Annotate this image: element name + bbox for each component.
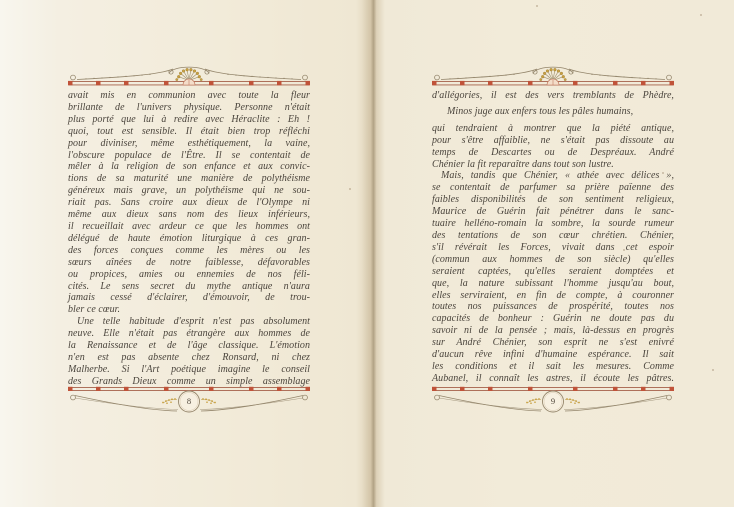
text-line: bler ce cœur.: [68, 304, 121, 316]
book-gutter: [362, 0, 384, 507]
text-line: toutes nos puissances de prospérité, toutes nos: [432, 301, 674, 313]
text-line: des tentations de son cœur chrétien. Chénier,: [432, 229, 674, 241]
verse-quote: [432, 106, 674, 118]
text-line: Minos juge aux enfers tous les pâles humains,: [447, 106, 634, 118]
page-right: [432, 64, 674, 420]
text-line: tuaire helléno-romain la sombre, la sourde rumeur: [432, 218, 674, 230]
text-line: Maurice de Guérin fait pénétrer dans le sanc-: [432, 206, 674, 218]
text-line: il recueillait avec ardeur ce que les hommes ont: [68, 220, 310, 232]
text-line: délégué de haute émotion liturgique à ces gran-: [68, 232, 310, 244]
text-line: Chénier la fit reparaître dans tout son lustre.: [432, 158, 614, 170]
text-line: que, la nature subissant l'homme jusqu'au bout,: [432, 277, 674, 289]
text-line: des forces conçues comme les mères ou les: [68, 244, 310, 256]
text-line: n'en est pas absente chez Ronsard, ni chez: [68, 351, 310, 363]
text-line: cités. Le sens secret du mythe antique n'aura: [68, 280, 310, 292]
text-line: Malherbe. Si l'Art poétique imagine le conseil: [68, 363, 310, 375]
text-line: pour diviniser, même esthétiquement, la vaine,: [68, 137, 310, 149]
text-line: savoir ni de la pensée ; mais, là-dessus en progrès: [432, 325, 674, 337]
paper-speck: [349, 188, 351, 190]
paragraph: [432, 123, 674, 171]
text-line: ou propices, amies ou ennemies de nos féli-: [68, 268, 310, 280]
page-right-tailpiece: [432, 386, 674, 416]
paper-speck: [700, 14, 702, 16]
page-left-tailpiece: [68, 386, 310, 416]
page-left-text: [68, 90, 310, 388]
page-number-right: 9: [550, 396, 556, 406]
page-number-left: 8: [186, 396, 192, 406]
text-line: (commun aux hommes de son siècle) qu'elles: [432, 253, 674, 265]
text-line: même aux dieux sans nom des lieux inférieurs,: [68, 209, 310, 221]
text-line: Une telle habitude d'esprit n'est pas absolument: [77, 316, 310, 328]
text-line: sur André Chénier, son esprit ne s'est enivré: [432, 337, 674, 349]
text-line: avait mis en communion avec toute la fleur: [68, 90, 310, 101]
text-line: jamais cessé d'éclairer, d'émouvoir, de trou-: [68, 292, 310, 304]
text-line: plus porté que lui à redire avec Héraclite : Eh !: [68, 113, 310, 125]
head-piece-ornament-icon: [68, 64, 310, 86]
text-line: riait pas. Sans croire aux dieux de l'Olympe ni: [68, 197, 310, 209]
text-line: temps de Descartes ou de Despréaux. André: [432, 146, 674, 158]
text-line: quoi, tout est sensible. Il était bien trop réfléchi: [68, 125, 310, 137]
paper-speck: [712, 369, 714, 371]
paragraph: [432, 90, 674, 102]
text-line: Aubanel, il connaît les astres, il écoute les pâtres.: [432, 372, 674, 384]
text-line: des Grands Dieux comme un simple assemblage: [68, 375, 310, 387]
page-left: [68, 64, 310, 420]
text-line: mêler à la religion de son enfance et aux convic-: [68, 161, 310, 173]
paper-speck: [536, 5, 538, 7]
text-line: brillante de l'univers physique. Personne n'était: [68, 101, 310, 113]
text-line: sœurs aînées de notre faiblesse, défavorables: [68, 256, 310, 268]
text-line: les conditions et il sait les mesures. Comme: [432, 360, 674, 372]
text-line: Mais, tandis que Chénier, « athée avec délices »,: [441, 170, 674, 182]
text-line: elles serviraient, en fin de compte, à couronner: [432, 289, 674, 301]
text-line: l'obscure populace de l'Être. Il se contentait de: [68, 149, 310, 161]
head-piece-ornament-icon: [432, 64, 674, 86]
text-line: capacités de bonheur : Guérin ne doute pas du: [432, 313, 674, 325]
paragraph: [68, 90, 310, 316]
text-line: d'allégories, il est des vers tremblants de Phèdre,: [432, 90, 674, 101]
text-line: se contentait de parfumer sa prière païenne des: [432, 182, 674, 194]
paragraph: [432, 170, 674, 384]
text-line: d'aucun rêve infini d'humaine espérance. Il sait: [432, 349, 674, 361]
text-line: neuve. Elle n'était pas étrangère aux hommes de: [68, 328, 310, 340]
text-line: seraient captées, qu'elles seraient domptées et: [432, 265, 674, 277]
text-line: généreux mais grave, un polythéisme qui ne sou-: [68, 185, 310, 197]
text-line: la Renaissance et de l'âge classique. L'émotion: [68, 340, 310, 352]
text-line: s'il révérait les Forces, vivait dans cet espoir: [432, 241, 674, 253]
text-line: tions de sa maturité une manière de polythéisme: [68, 173, 310, 185]
text-line: faibles disponibilités de son sentiment religieux,: [432, 194, 674, 206]
paragraph: [68, 316, 310, 387]
text-line: pour s'être affaiblie, ne s'était pas dissoute au: [432, 134, 674, 146]
page-right-text: [432, 90, 674, 385]
text-line: qui tendraient à montrer que la piété antique,: [432, 122, 674, 134]
